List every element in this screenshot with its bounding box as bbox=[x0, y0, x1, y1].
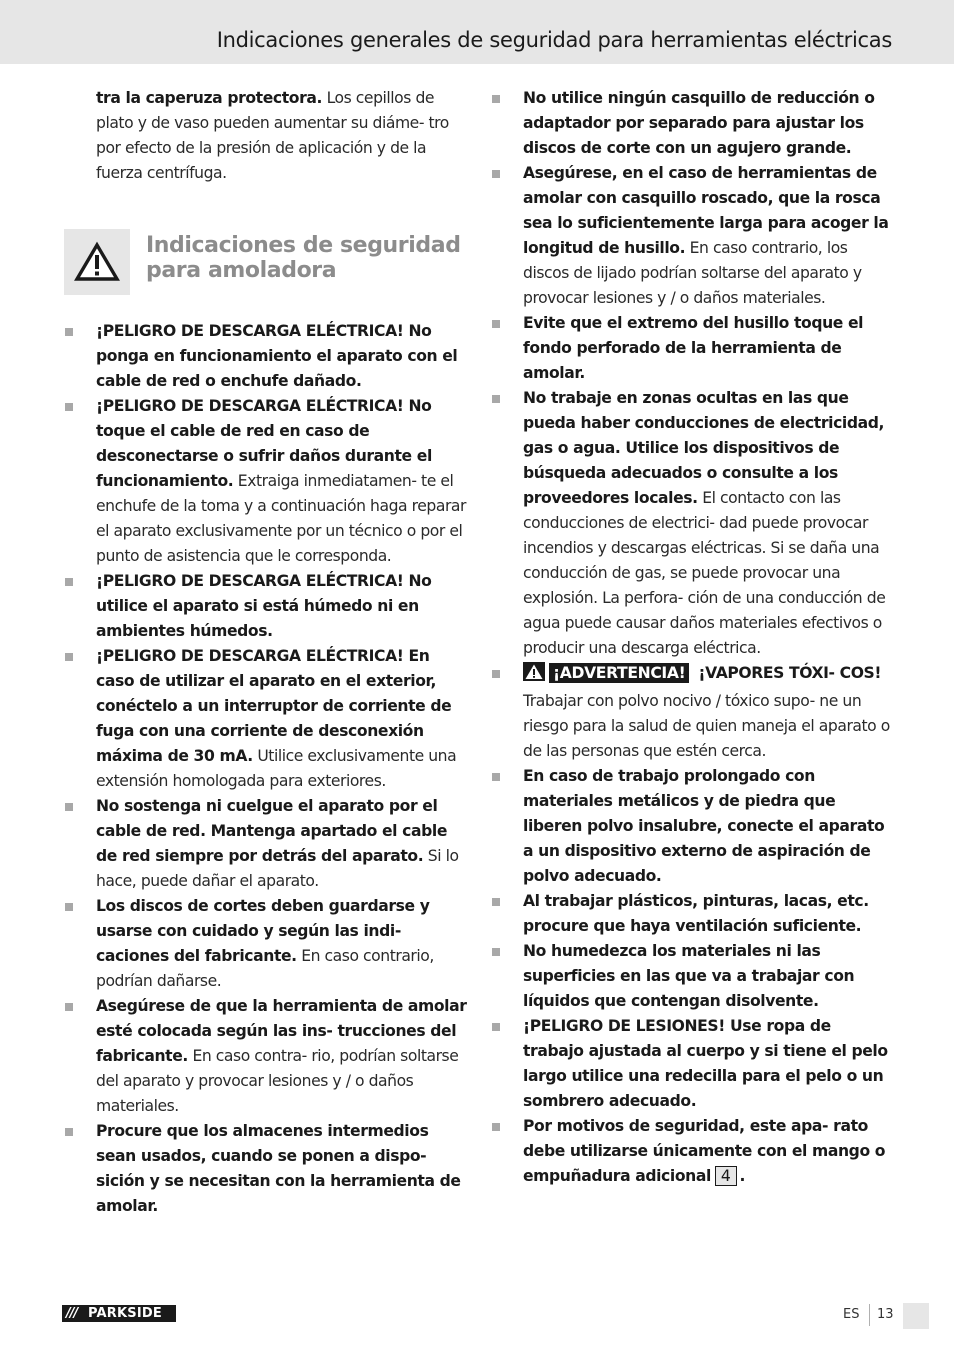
bullet-square-icon bbox=[65, 328, 73, 336]
footer-divider bbox=[869, 1304, 870, 1326]
list-item-bold: En caso de trabajo prolongado con materiales metálicos y de piedra que liberen polvo insalubre, conecte el aparato a un dispositivo externo de aspiración de polvo adecuado. bbox=[523, 767, 885, 885]
bullet-square-icon bbox=[65, 578, 73, 586]
list-item-bold: Los discos de cortes deben guardarse y usarse con cuidado y según las indi- caciones del fabricante. bbox=[96, 897, 430, 965]
list-item-text: En caso contra- rio, podrían soltarse del aparato y provocar lesiones y / o daños materiales. bbox=[96, 1047, 459, 1115]
section-title-line-1: Indicaciones de seguridad bbox=[146, 233, 461, 258]
part-reference-box: 4 bbox=[715, 1166, 737, 1186]
warning-triangle-icon bbox=[523, 662, 545, 689]
list-item-bold: ¡VAPORES TÓXI- COS! bbox=[693, 664, 882, 682]
list-item bbox=[489, 161, 894, 311]
list-item bbox=[489, 764, 894, 889]
list-item bbox=[489, 386, 894, 661]
list-item-bold: Procure que los almacenes intermedios sean usados, cuando se ponen a dispo- sición y se necesitan con la herramienta de amolar. bbox=[96, 1122, 461, 1215]
list-item-bold: No trabaje en zonas ocultas en las que pueda haber conducciones de electricidad, gas o agua. Utilice los dispositivos de búsqueda adecuados o consulte a los proveedores locales. bbox=[523, 389, 885, 507]
section-title bbox=[146, 233, 461, 283]
list-item-text: En caso contrario, los discos de lijado podrían soltarse del aparato y provocar lesiones y / o daños materiales. bbox=[523, 239, 862, 307]
bullet-square-icon bbox=[65, 803, 73, 811]
logo-slashes: /// bbox=[66, 1306, 78, 1321]
list-item bbox=[489, 311, 894, 386]
list-item-text: Utilice exclusivamente una extensión homologada para exteriores. bbox=[96, 747, 457, 790]
bullet-square-icon bbox=[492, 320, 500, 328]
list-item-bold: No sostenga ni cuelgue el aparato por el cable de red. Mantenga apartado el cable de red siempre por detrás del aparato. bbox=[96, 797, 447, 865]
bullet-square-icon bbox=[492, 773, 500, 781]
left-column bbox=[62, 86, 467, 1219]
list-item-bold: ¡PELIGRO DE DESCARGA ELÉCTRICA! No ponga en funcionamiento el aparato con el cable de red o enchufe dañado. bbox=[96, 322, 458, 390]
list-item-text: El contacto con las conducciones de electrici- dad puede provocar incendios y descargas eléctricas. Si se daña una conducción de gas, se puede provocar una explosión. La perfora- ción de una conducción de agua puede causar daños materiales efectivos o producir una descarga eléctrica. bbox=[523, 489, 886, 657]
page-number: 13 bbox=[877, 1307, 894, 1322]
list-item-end: . bbox=[739, 1167, 746, 1185]
list-item-text: Si lo hace, puede dañar el aparato. bbox=[96, 847, 459, 890]
section-title-line-2: para amoladora bbox=[146, 258, 337, 283]
list-item-text: Extraiga inmediatamen- te el enchufe de la toma y a continuación haga reparar el aparato exclusivamente por un técnico o por el punto de asistencia que le corresponda. bbox=[96, 472, 467, 565]
list-item bbox=[62, 794, 467, 894]
logo-brand-text: PARKSIDE bbox=[88, 1306, 162, 1321]
list-item-bold: ¡PELIGRO DE DESCARGA ELÉCTRICA! No toque el cable de red en caso de desconectarse o sufrir daños durante el funcionamiento. bbox=[96, 397, 432, 490]
warning-triangle-icon bbox=[64, 229, 130, 295]
list-item bbox=[62, 894, 467, 994]
bullet-square-icon bbox=[65, 1128, 73, 1136]
bullet-square-icon bbox=[65, 903, 73, 911]
list-item-bold: Por motivos de seguridad, este apa- rato debe utilizarse únicamente con el mango o empuñadura adicional bbox=[523, 1117, 886, 1185]
list-item-bold: ¡PELIGRO DE DESCARGA ELÉCTRICA! No utilice el aparato si está húmedo ni en ambientes húmedos. bbox=[96, 572, 432, 640]
right-column bbox=[489, 86, 894, 1189]
list-item-bold: Al trabajar plásticos, pinturas, lacas, etc. procure que haya ventilación suficiente. bbox=[523, 892, 869, 935]
bullet-square-icon bbox=[65, 403, 73, 411]
intro-normal-text: Los cepillos de plato y de vaso pueden aumentar su diáme- tro por efecto de la presión de aplicación y de la fuerza centrífuga. bbox=[96, 89, 449, 182]
intro-bold-text: tra la caperuza protectora. bbox=[96, 89, 323, 107]
list-item-advertencia bbox=[489, 661, 894, 764]
bullet-square-icon bbox=[492, 395, 500, 403]
list-item bbox=[62, 994, 467, 1119]
list-item-bold: Asegúrese de que la herramienta de amolar esté colocada según las ins- trucciones del fabricante. bbox=[96, 997, 467, 1065]
page-tab-marker bbox=[903, 1303, 929, 1329]
list-item bbox=[489, 1014, 894, 1114]
list-item bbox=[62, 569, 467, 644]
list-item bbox=[489, 1114, 894, 1189]
bullet-square-icon bbox=[492, 1023, 500, 1031]
advertencia-label: ¡ADVERTENCIA! bbox=[549, 663, 689, 683]
list-item bbox=[62, 394, 467, 569]
list-item bbox=[62, 644, 467, 794]
page-header-title: Indicaciones generales de seguridad para herramientas eléctricas bbox=[216, 28, 892, 52]
list-item bbox=[62, 319, 467, 394]
bullet-square-icon bbox=[492, 95, 500, 103]
list-item-text: Trabajar con polvo nocivo / tóxico supo- ne un riesgo para la salud de quien maneja el aparato o de las personas que estén cerca. bbox=[523, 692, 890, 760]
intro-paragraph bbox=[96, 86, 467, 186]
section-heading-amoladora bbox=[62, 229, 467, 295]
language-code: ES bbox=[843, 1307, 860, 1322]
bullet-square-icon bbox=[65, 1003, 73, 1011]
list-item-text: En caso contrario, podrían dañarse. bbox=[96, 947, 434, 990]
bullet-square-icon bbox=[65, 653, 73, 661]
list-item bbox=[489, 889, 894, 939]
bullet-square-icon bbox=[492, 1123, 500, 1131]
bullet-square-icon bbox=[492, 670, 500, 678]
list-item bbox=[62, 1119, 467, 1219]
list-item-bold: ¡PELIGRO DE DESCARGA ELÉCTRICA! En caso de utilizar el aparato en el exterior, conéctelo a un interruptor de corriente de fuga con una corriente de desconexión máxima de 30 mA. bbox=[96, 647, 452, 765]
list-item bbox=[489, 939, 894, 1014]
list-item-bold: Asegúrese, en el caso de herramientas de amolar con casquillo roscado, que la rosca sea lo suficientemente larga para acoger la longitud de husillo. bbox=[523, 164, 889, 257]
list-item bbox=[489, 86, 894, 161]
list-item-bold: Evite que el extremo del husillo toque el fondo perforado de la herramienta de amolar. bbox=[523, 314, 864, 382]
list-item-bold: No humedezca los materiales ni las superficies en las que va a trabajar con líquidos que contengan disolvente. bbox=[523, 942, 855, 1010]
bullet-square-icon bbox=[492, 170, 500, 178]
list-item-bold: No utilice ningún casquillo de reducción o adaptador por separado para ajustar los discos de corte con un agujero grande. bbox=[523, 89, 875, 157]
parkside-logo bbox=[62, 1305, 176, 1322]
list-item-bold: ¡PELIGRO DE LESIONES! Use ropa de trabajo ajustada al cuerpo y si tiene el pelo largo utilice una redecilla para el pelo o un sombrero adecuado. bbox=[523, 1017, 888, 1110]
bullet-square-icon bbox=[492, 948, 500, 956]
bullet-square-icon bbox=[492, 898, 500, 906]
